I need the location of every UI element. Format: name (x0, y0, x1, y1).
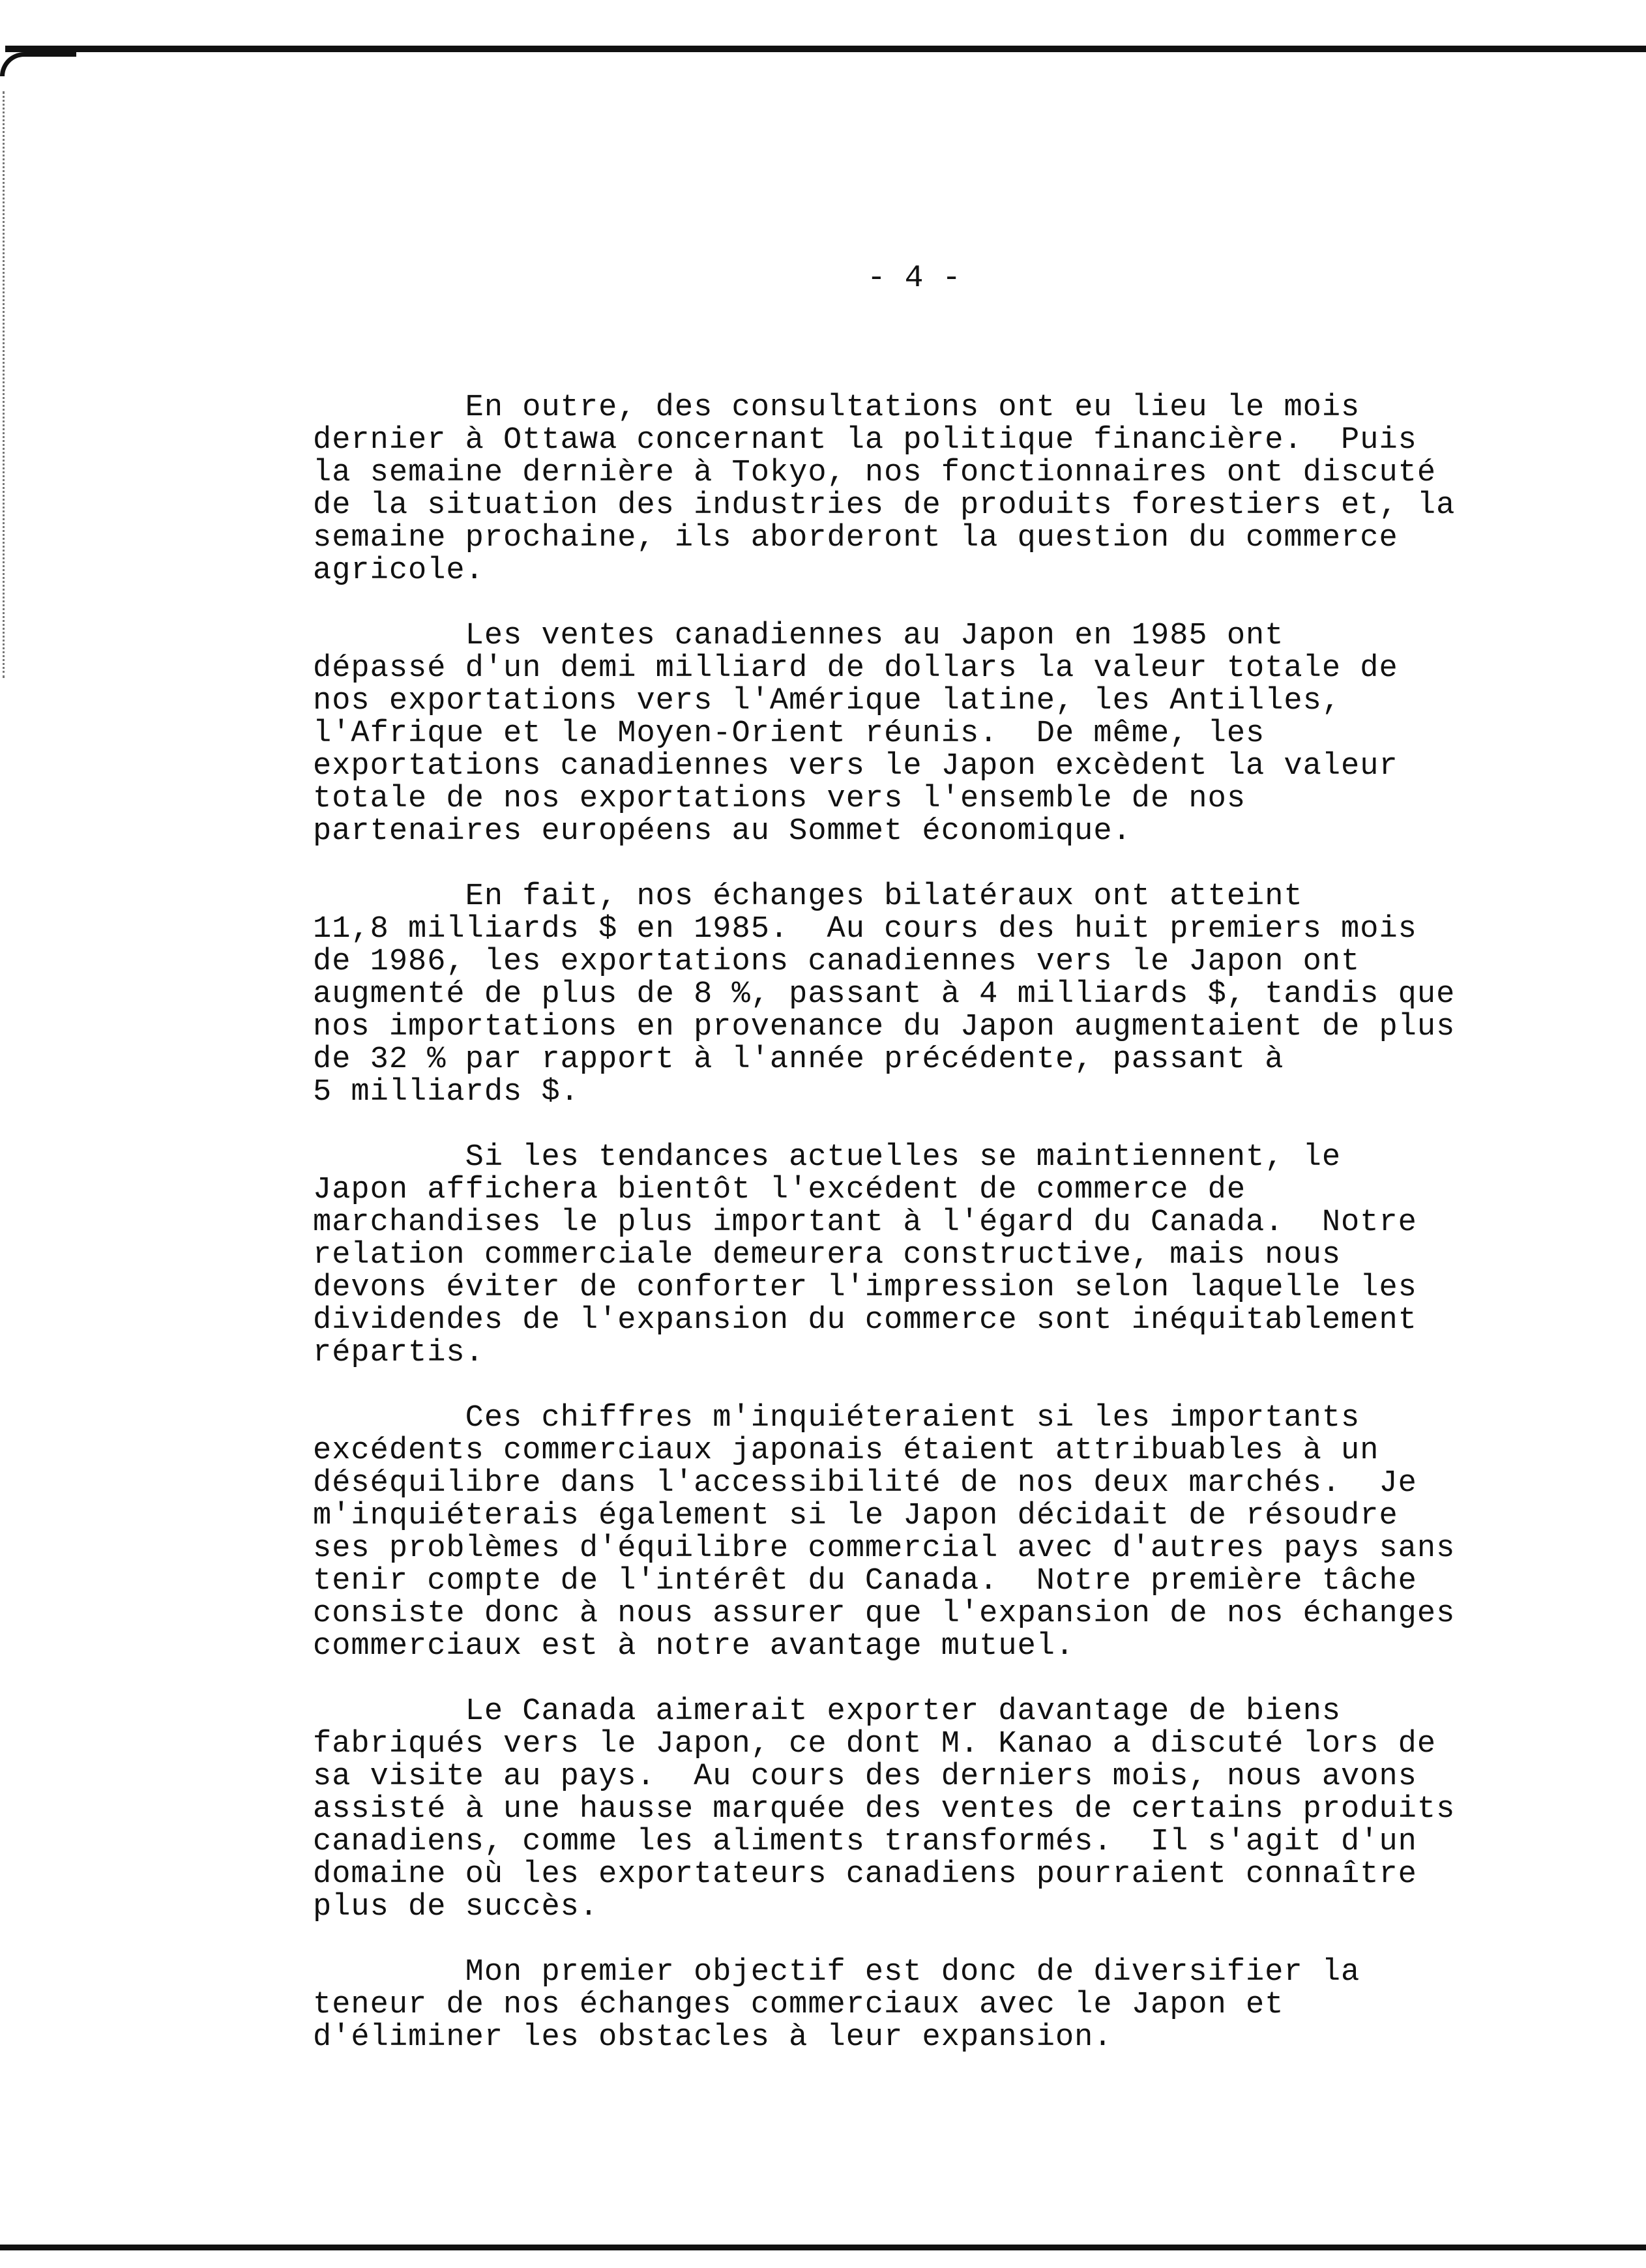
paragraph-chiffres: Ces chiffres m'inquiéteraient si les importants excédents commerciaux japonais étaient attribuables à un déséquilibre dans l'accessibilité de nos deux marchés. Je m'inquiéterais également si le Japon décidait de résoudre ses problèmes d'équilibre commercial avec d'autres pays sans tenir compte de l'intérêt du Canada. Notre première tâche consiste donc à nous assurer que l'expansion de nos échanges commerciaux est à notre avantage mutuel. (313, 1401, 1456, 1664)
bottom-border-rule (0, 2245, 1646, 2250)
paragraph-biens-fabriques: Le Canada aimerait exporter davantage de biens fabriqués vers le Japon, ce dont M. Kanao a discuté lors de sa visite au pays. Au cours des derniers mois, nous avons assisté à une hausse marquée des ventes de certains produits canadiens, comme les aliments transformés. Il s'agit d'un domaine où les exportateurs canadiens pourraient connaître plus de succès. (313, 1694, 1456, 1924)
paragraph-consultations: En outre, des consultations ont eu lieu le mois dernier à Ottawa concernant la politique financière. Puis la semaine dernière à Tokyo, nos fonctionnaires ont discuté de la situation des industries de produits forestiers et, la semaine prochaine, ils aborderont la question du commerce agricole. (313, 390, 1456, 588)
top-border-rule (5, 46, 1646, 52)
page-number: - 4 - (867, 261, 962, 296)
paragraph-premier-objectif: Mon premier objectif est donc de diversifier la teneur de nos échanges commerciaux avec le Japon et d'éliminer les obstacles à leur expansion. (313, 1955, 1360, 2055)
paragraph-ventes-canadiennes: Les ventes canadiennes au Japon en 1985 ont dépassé d'un demi milliard de dollars la valeur totale de nos exportations vers l'Amérique latine, les Antilles, l'Afrique et le Moyen-Orient réunis. De même, les exportations canadiennes vers le Japon excèdent la valeur totale de nos exportations vers l'ensemble de nos partenaires européens au Sommet économique. (313, 619, 1398, 849)
left-margin-marks (3, 91, 7, 678)
top-border-curl (0, 52, 76, 76)
paragraph-tendances-actuelles: Si les tendances actuelles se maintiennent, le Japon affichera bientôt l'excédent de commerce de marchandises le plus important à l'égard du Canada. Notre relation commerciale demeurera constructive, mais nous devons éviter de conforter l'impression selon laquelle les dividendes de l'expansion du commerce sont inéquitablement répartis. (313, 1140, 1417, 1370)
paragraph-echanges-bilateraux: En fait, nos échanges bilatéraux ont atteint 11,8 milliards $ en 1985. Au cours des huit premiers mois de 1986, les exportations canadiennes vers le Japon ont augmenté de plus de 8 %, passant à 4 milliards $, tandis que nos importations en provenance du Japon augmentaient de plus de 32 % par rapport à l'année précédente, passant à 5 milliards $. (313, 879, 1456, 1110)
document-body (313, 392, 1591, 2054)
